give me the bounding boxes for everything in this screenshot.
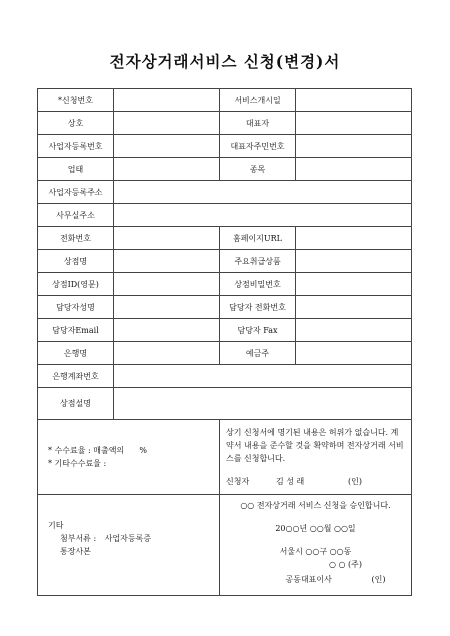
label-manager-phone: 담당자 전화번호 bbox=[220, 296, 296, 319]
declaration-cell bbox=[220, 420, 412, 495]
label-bank-account: 은행계좌번호 bbox=[38, 365, 114, 388]
approval-date: 20○○년 ○○월 ○○일 bbox=[275, 524, 356, 533]
label-bank: 은행명 bbox=[38, 342, 114, 365]
application-form-table bbox=[37, 88, 412, 596]
value-store-no[interactable] bbox=[114, 89, 220, 112]
value-shop-desc[interactable] bbox=[114, 388, 412, 420]
label-manager-email: 담당자Email bbox=[38, 319, 114, 342]
value-ceo[interactable] bbox=[296, 112, 412, 135]
attached-doc-2: 통장사본 bbox=[60, 547, 91, 556]
approval-rep-line bbox=[220, 573, 411, 586]
value-ceo-id[interactable] bbox=[296, 135, 412, 158]
fee-cell bbox=[38, 420, 220, 495]
label-biz-type: 업태 bbox=[38, 158, 114, 181]
other-fee-line: * 기타수수료율 : bbox=[48, 459, 107, 468]
value-office-address[interactable] bbox=[114, 204, 412, 227]
value-phone[interactable] bbox=[114, 227, 220, 250]
applicant-name: 김 성 래 bbox=[276, 477, 305, 486]
label-shop-name: 상점명 bbox=[38, 250, 114, 273]
value-bank[interactable] bbox=[114, 342, 220, 365]
value-service-start[interactable] bbox=[296, 89, 412, 112]
value-biz-type[interactable] bbox=[114, 158, 220, 181]
approval-address: 서울시 ○○구 ○○동 bbox=[279, 547, 352, 556]
approval-seal: (인) bbox=[371, 575, 386, 584]
value-company[interactable] bbox=[114, 112, 220, 135]
value-biz-item[interactable] bbox=[296, 158, 412, 181]
label-ceo-id: 대표자주민번호 bbox=[220, 135, 296, 158]
page-title: 전자상거래서비스 신청(변경)서 bbox=[109, 52, 341, 71]
label-shop-desc: 상점설명 bbox=[38, 388, 114, 420]
value-biz-address[interactable] bbox=[114, 181, 412, 204]
value-manager-name[interactable] bbox=[114, 296, 220, 319]
label-phone: 전화번호 bbox=[38, 227, 114, 250]
value-bank-account[interactable] bbox=[114, 365, 412, 388]
label-depositor: 예금주 bbox=[220, 342, 296, 365]
value-shop-id[interactable] bbox=[114, 273, 220, 296]
approval-company: ○ ○ (주) bbox=[328, 560, 363, 569]
approval-rep: 공동대표이사 bbox=[285, 575, 332, 584]
label-office-address: 사무실주소 bbox=[38, 204, 114, 227]
etc-label: 기타 bbox=[48, 521, 64, 530]
fee-rate-line: * 수수료율 : 매출액의 % bbox=[48, 446, 148, 455]
label-shop-pw: 상점비밀번호 bbox=[220, 273, 296, 296]
value-manager-phone[interactable] bbox=[296, 296, 412, 319]
attached-docs-label: 첨부서류 : bbox=[60, 534, 97, 543]
value-shop-name[interactable] bbox=[114, 250, 220, 273]
applicant-label: 신청자 bbox=[226, 477, 250, 486]
applicant-seal: (인) bbox=[348, 477, 362, 486]
approval-text: ○○ 전자상거래 서비스 신청을 승인합니다. bbox=[240, 501, 391, 510]
label-homepage: 홈페이지URL bbox=[220, 227, 296, 250]
label-biz-reg-no: 사업자등록번호 bbox=[38, 135, 114, 158]
value-biz-reg-no[interactable] bbox=[114, 135, 220, 158]
attached-doc-1: 사업자등록증 bbox=[104, 534, 152, 543]
etc-cell bbox=[38, 495, 220, 596]
label-store-no: *신청번호 bbox=[38, 89, 114, 112]
approval-cell bbox=[220, 495, 412, 596]
value-main-goods[interactable] bbox=[296, 250, 412, 273]
label-service-start: 서비스개시일 bbox=[220, 89, 296, 112]
declaration-text: 상기 신청서에 명기된 내용은 허위가 없습니다. 계약서 내용을 준수할 것을 확약하며 전자상거래 서비스를 신청합니다. bbox=[226, 428, 404, 463]
label-manager-fax: 담당자 Fax bbox=[220, 319, 296, 342]
attached-docs bbox=[48, 532, 219, 545]
label-manager-name: 담당자성명 bbox=[38, 296, 114, 319]
applicant-line bbox=[226, 475, 405, 488]
label-biz-item: 종목 bbox=[220, 158, 296, 181]
value-manager-fax[interactable] bbox=[296, 319, 412, 342]
value-homepage[interactable] bbox=[296, 227, 412, 250]
value-shop-pw[interactable] bbox=[296, 273, 412, 296]
value-manager-email[interactable] bbox=[114, 319, 220, 342]
label-main-goods: 주요취급상품 bbox=[220, 250, 296, 273]
label-ceo: 대표자 bbox=[220, 112, 296, 135]
label-company: 상호 bbox=[38, 112, 114, 135]
label-shop-id: 상점ID(영문) bbox=[38, 273, 114, 296]
label-biz-address: 사업자등록주소 bbox=[38, 181, 114, 204]
value-depositor[interactable] bbox=[296, 342, 412, 365]
